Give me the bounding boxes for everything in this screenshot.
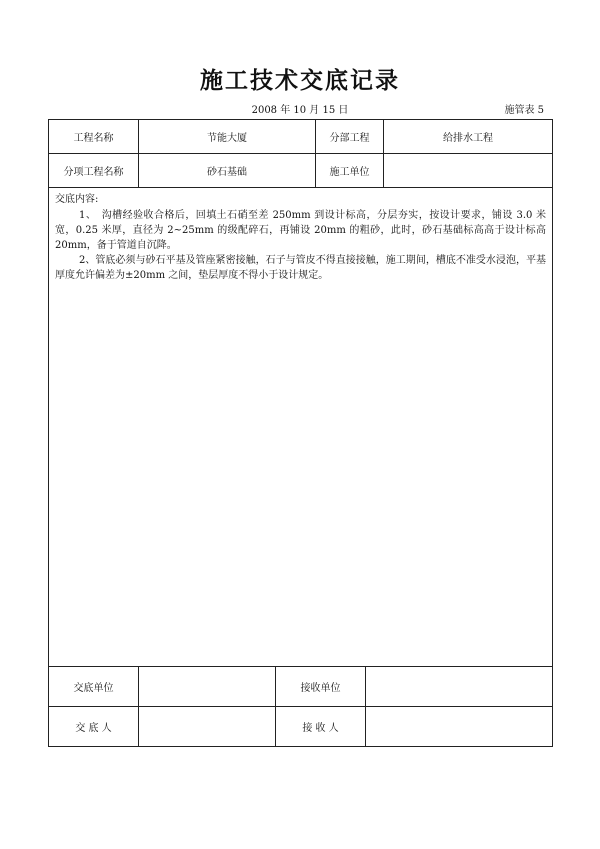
sub-item-value: 砂石基础 [139,154,316,187]
content-label: 交底内容: [55,194,99,205]
handover-content [49,188,552,667]
construction-unit-value [384,154,552,187]
record-sheet [48,119,553,747]
receiver-value [366,707,552,746]
project-name-value: 节能大厦 [139,120,316,153]
sub-item-label: 分项工程名称 [49,154,139,187]
footer-row-1 [49,667,552,707]
receiver-label: 接 收 人 [276,707,366,746]
header-row-2 [49,154,552,188]
page-title: 施工技术交底记录 [200,68,400,94]
handover-person-value [139,707,276,746]
subdivision-value: 给排水工程 [443,133,493,144]
handover-person-label: 交 底 人 [49,707,139,746]
construction-unit-label: 施工单位 [316,154,384,187]
footer-row-2 [49,707,552,746]
receiving-unit-label: 接收单位 [276,667,366,706]
content-paragraph-2: 2、管底必须与砂石平基及管座紧密接触，石子与管皮不得直接接触，施工期间，槽底不准受水浸泡，平基厚度允许偏差为±20mm 之间，垫层厚度不得小于设计规定。 [55,255,546,281]
subdivision-label: 分部工程 [316,120,384,153]
document-date: 2008 年 10 月 15 日 [251,105,349,116]
handover-unit-value [139,667,276,706]
header-row-1 [49,120,552,154]
receiving-unit-value [366,667,552,706]
form-code: 施管表 5 [504,105,544,116]
project-name-label: 工程名称 [49,120,139,153]
handover-unit-label: 交底单位 [49,667,139,706]
content-paragraph-1: 1、 沟槽经验收合格后，回填土石硝至差 250mm 到设计标高，分层夯实，按设计要求，铺设 3.0 米宽，0.25 米厚，直径为 2~25mm 的级配碎石，再铺设 20mm 的粗砂，此时，砂石基础标高高于设计标高 20mm，备于管道自沉降。 [55,210,546,251]
